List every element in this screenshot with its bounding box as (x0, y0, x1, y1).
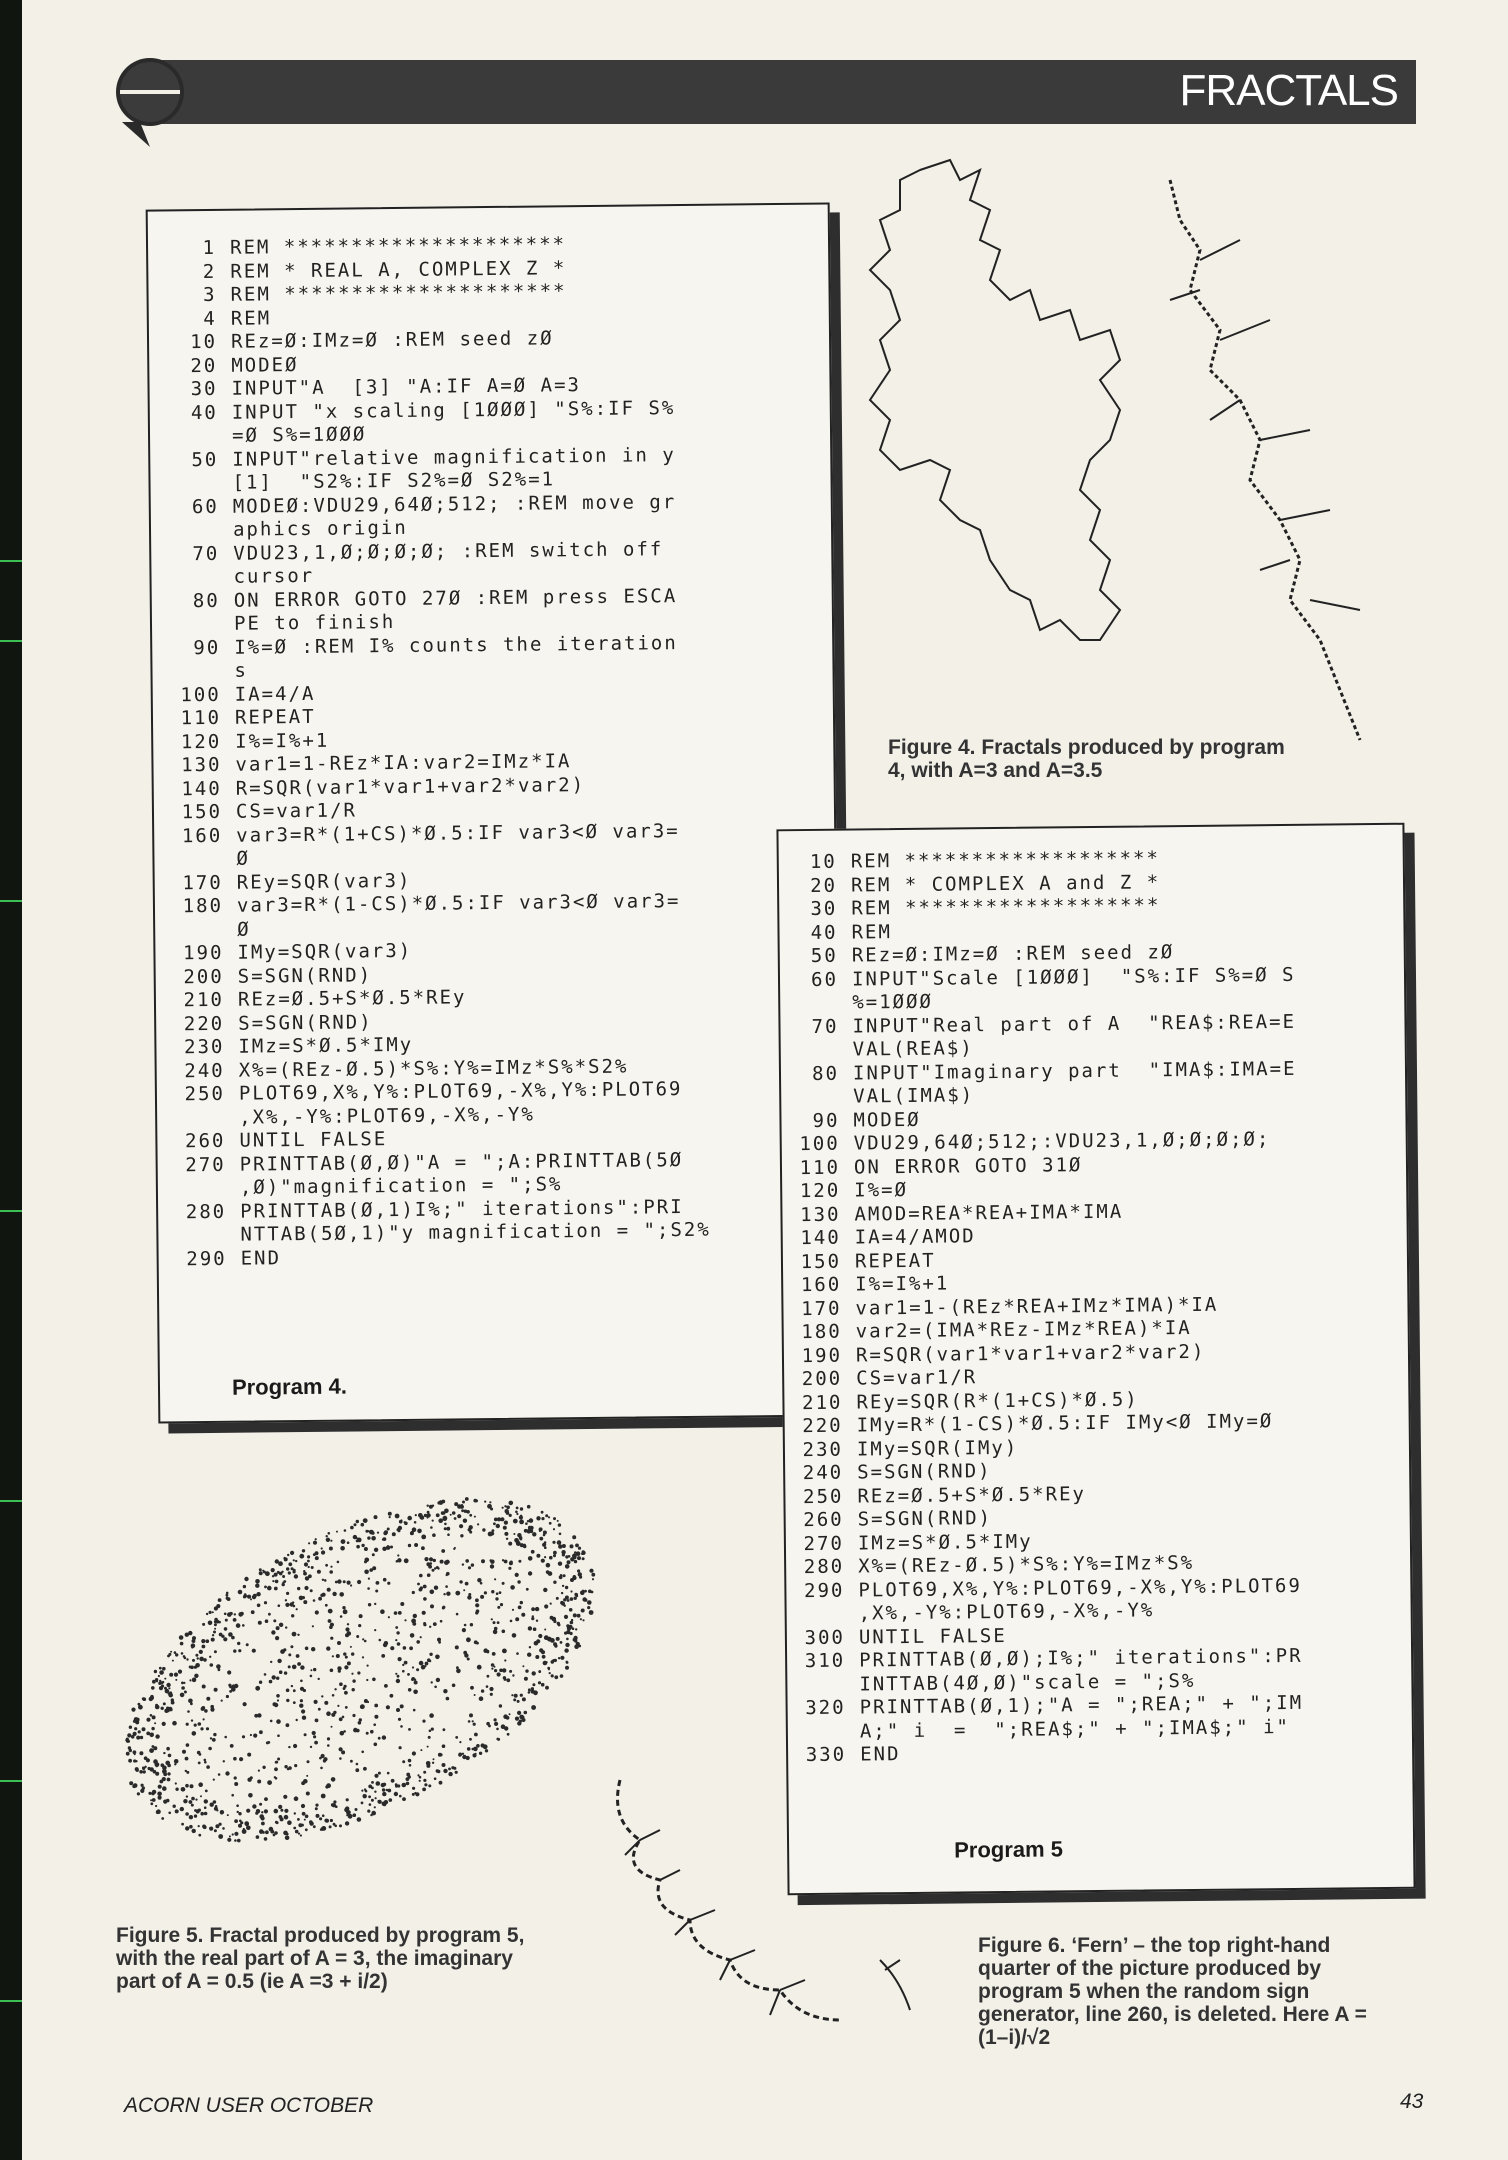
line-text: INPUT"Imaginary part "IMA$:IMA=E (852, 1057, 1297, 1085)
line-number: 2 (202, 260, 217, 283)
line-text: VAL(REA$) (852, 1037, 974, 1061)
line-number (169, 865, 223, 866)
line-text: INPUT "x scaling [1ØØØ] "S%:IF S% (231, 396, 676, 424)
line-number: 20 (810, 874, 838, 897)
program-5-listing (776, 823, 1415, 1896)
line-text: REz=Ø:IMz=Ø :REM seed zØ (851, 941, 1175, 967)
line-text: CS=var1/R (235, 799, 358, 823)
line-number: 120 (180, 730, 222, 753)
line-number: 210 (183, 988, 225, 1012)
line-number: 260 (803, 1508, 844, 1532)
line-text: S=SGN(RND) (857, 1507, 993, 1531)
line-number (785, 1056, 839, 1057)
line-number: 270 (803, 1532, 845, 1555)
line-number: 40 (190, 401, 218, 424)
line-number: 50 (810, 944, 838, 967)
line-number (171, 1123, 225, 1124)
line-text: REy=SQR(R*(1+CS)*Ø.5) (856, 1388, 1139, 1414)
line-text: IMy=SQR(var3) (237, 939, 413, 964)
line-number: 60 (811, 968, 839, 991)
line-text: VDU29,64Ø;512;:VDU23,1,Ø;Ø;Ø;Ø; (853, 1128, 1271, 1155)
line-number: 120 (799, 1179, 841, 1203)
line-text: AMOD=REA*REA+IMA*IMA (854, 1200, 1124, 1226)
line-number: 220 (183, 1012, 225, 1035)
line-text: var3=R*(1-CS)*Ø.5:IF var3<Ø var3= (236, 890, 681, 917)
line-text: PLOT69,X%,Y%:PLOT69,-X%,Y%:PLOT69 (238, 1078, 683, 1105)
line-text: S=SGN(RND) (857, 1460, 992, 1484)
line-number: 240 (802, 1461, 844, 1485)
line-number: 200 (801, 1367, 843, 1391)
line-text: INPUT"Scale [1ØØØ] "S%:IF S%=Ø S (851, 963, 1296, 991)
line-text: ,X%,-Y%:PLOT69,-X%,-Y% (858, 1599, 1155, 1625)
line-text: REM * REAL A, COMPLEX Z * (230, 256, 567, 283)
line-number: 330 (805, 1743, 847, 1767)
line-text: var2=(IMA*REz-IMz*REA)*IA (855, 1316, 1192, 1343)
line-number: 110 (799, 1156, 841, 1179)
line-text: INPUT"relative magnification in y (232, 443, 676, 471)
line-number: 150 (800, 1250, 842, 1273)
line-text: Ø (236, 847, 251, 870)
line-text: CS=var1/R (856, 1366, 978, 1390)
figure-6-fern (580, 1760, 960, 2060)
line-number: 170 (801, 1297, 842, 1320)
line-text: REM * COMPLEX A and Z * (850, 870, 1161, 897)
line-number: 80 (811, 1062, 840, 1085)
line-text: IA=4/AMOD (854, 1225, 976, 1249)
line-text: INTTAB(4Ø,Ø)"scale = ";S% (859, 1669, 1196, 1695)
line-text: PRINTTAB(Ø,Ø);I%;" iterations":PR (859, 1644, 1303, 1672)
line-number: 280 (185, 1200, 227, 1223)
line-text: INPUT"Real part of A "REA$:REA=E (852, 1010, 1297, 1038)
page-edge (0, 0, 22, 2160)
line-number (784, 1009, 838, 1010)
line-number: 160 (800, 1273, 842, 1297)
line-text: END (860, 1743, 901, 1766)
line-text: R=SQR(var1*var1+var2*var2) (235, 773, 586, 800)
line-number: 30 (810, 897, 838, 920)
line-number: 60 (191, 495, 219, 518)
line-text: REM ********************* (229, 233, 567, 259)
line-text: I%=Ø :REM I% counts the iteration (234, 631, 678, 659)
line-number: 10 (809, 850, 837, 873)
line-number (165, 489, 219, 490)
line-text: IMz=S*Ø.5*IMy (857, 1530, 1033, 1555)
line-text: var3=R*(1+CS)*Ø.5:IF var3<Ø var3= (236, 819, 680, 847)
line-text: ,X%,-Y%:PLOT69,-X%,-Y% (239, 1103, 535, 1129)
line-number: 190 (183, 941, 224, 965)
line-number (791, 1620, 845, 1621)
line-text: VDU23,1,Ø;Ø;Ø;Ø; :REM switch off (233, 537, 664, 565)
line-number: 160 (181, 824, 223, 847)
figure-5-fractal (110, 1450, 610, 1900)
line-number (172, 1241, 226, 1242)
line-number: 90 (812, 1109, 840, 1132)
program-5-label: Program 5 (954, 1836, 1064, 1863)
line-text: REy=SQR(var3) (236, 869, 412, 894)
line-text: ON ERROR GOTO 27Ø :REM press ESCA (233, 584, 678, 612)
line-number (785, 1103, 839, 1104)
line-text: VAL(IMA$) (853, 1084, 975, 1108)
line-number: 190 (801, 1344, 843, 1367)
figure-6-caption: Figure 6. ‘Fern’ – the top right-hand quarter of the picture produced by program 5 when the random sign generator, line 260, is deleted. Here A = (1–i)/√2 (978, 1934, 1367, 2049)
line-text: REz=Ø.5+S*Ø.5*REy (237, 986, 467, 1011)
line-number: 90 (193, 636, 221, 659)
line-number: 290 (803, 1579, 845, 1602)
line-text: PRINTTAB(Ø,Ø)"A = ";A:PRINTTAB(5Ø (239, 1148, 684, 1176)
line-number: 180 (182, 894, 224, 918)
line-text: END (240, 1246, 282, 1270)
line-number: 210 (801, 1391, 843, 1414)
line-text: IA=4/A (234, 682, 316, 706)
section-title: FRACTALS (1179, 66, 1398, 115)
program-5-code (783, 846, 1304, 1768)
line-text: REz=Ø.5+S*Ø.5*REy (857, 1482, 1086, 1508)
line-text: REPEAT (234, 705, 316, 729)
line-number: 70 (811, 1015, 839, 1038)
line-number (164, 442, 218, 443)
line-number: 250 (184, 1082, 226, 1106)
line-number: 110 (180, 706, 222, 730)
line-text: aphics origin (232, 516, 408, 541)
line-number: 140 (800, 1226, 841, 1250)
line-text: PE to finish (233, 611, 396, 635)
program-4-listing (146, 202, 843, 1423)
line-number: 220 (802, 1414, 843, 1438)
line-number: 290 (186, 1247, 227, 1270)
line-text: S=SGN(RND) (238, 1010, 373, 1035)
program-4-code (162, 232, 711, 1272)
line-number: 3 (202, 283, 217, 307)
line-number (166, 630, 220, 631)
line-text: REM (851, 920, 892, 944)
line-text: MODEØ (231, 353, 299, 377)
line-number: 230 (183, 1035, 225, 1059)
line-text: I%=Ø (854, 1178, 909, 1202)
page-number: 43 (1400, 2090, 1424, 2113)
line-number: 150 (181, 800, 223, 824)
line-text: REz=Ø:IMz=Ø :REM seed zØ (230, 327, 554, 353)
figure-5-caption: Figure 5. Fractal produced by program 5, with the real part of A = 3, the imaginary part of A = 0.5 (ie A =3 + i/2) (116, 1924, 525, 1993)
line-text: ON ERROR GOTO 31Ø (853, 1153, 1083, 1179)
line-number: 30 (190, 377, 218, 401)
figure-4-caption: Figure 4. Fractals produced by program 4, with A=3 and A=3.5 (888, 736, 1285, 782)
line-text: A;" i = ";REA$;" + ";IMA$;" i" (859, 1715, 1291, 1742)
line-number: 240 (184, 1059, 225, 1082)
line-number: 180 (801, 1320, 842, 1344)
line-number: 310 (804, 1649, 846, 1673)
acorn-logo-icon (110, 52, 190, 152)
line-text: IMy=R*(1-CS)*Ø.5:IF IMy<Ø IMy=Ø (856, 1410, 1274, 1437)
line-number (792, 1737, 846, 1738)
line-number: 300 (804, 1626, 846, 1649)
line-text: REM ********************* (230, 280, 567, 306)
line-number (167, 677, 221, 678)
line-text: REM ******************* (850, 847, 1160, 873)
line-number (791, 1690, 845, 1691)
line-text: REPEAT (854, 1249, 936, 1273)
line-number: 70 (192, 542, 220, 565)
line-number: 130 (800, 1203, 841, 1226)
line-text: Ø (237, 918, 251, 941)
line-text: IMz=S*Ø.5*IMy (238, 1033, 414, 1058)
section-header-bar (150, 60, 1416, 124)
line-number: 280 (803, 1555, 845, 1579)
line-number: 130 (181, 753, 222, 777)
line-text: s (234, 659, 249, 682)
line-number: 80 (192, 589, 220, 612)
line-number: 1 (202, 236, 217, 260)
line-text: [1] "S2%:IF S2%=Ø S2%=1 (232, 468, 556, 494)
line-text: S=SGN(RND) (237, 963, 373, 988)
line-text: IMy=SQR(IMy) (856, 1436, 1019, 1461)
line-text: REM ******************* (851, 894, 1161, 920)
line-number: 260 (184, 1129, 226, 1153)
line-text: cursor (233, 564, 315, 588)
line-text: =Ø S%=1ØØØ (231, 423, 367, 447)
line-text: REM (230, 306, 272, 330)
line-text: I%=I%+1 (855, 1272, 950, 1296)
line-number: 4 (203, 307, 217, 330)
line-text: ,Ø)"magnification = ";S% (239, 1173, 563, 1199)
line-text: NTTAB(5Ø,1)"y magnification = ";S2% (240, 1218, 711, 1246)
line-number: 10 (190, 330, 218, 354)
line-number: 40 (810, 921, 838, 944)
line-text: R=SQR(var1*var1+var2*var2) (855, 1340, 1206, 1367)
line-number: 100 (799, 1132, 840, 1156)
line-text: PRINTTAB(Ø,1)I%;" iterations":PRI (240, 1195, 684, 1223)
figure-4-fractal (840, 140, 1420, 780)
line-text: %=1ØØØ (852, 990, 934, 1014)
line-text: INPUT"A [3] "A:IF A=Ø A=3 (231, 374, 582, 400)
line-number: 50 (191, 448, 219, 471)
line-text: UNTIL FALSE (239, 1128, 388, 1152)
line-number (165, 536, 219, 537)
line-number: 250 (802, 1485, 844, 1508)
line-text: MODEØ:VDU29,64Ø;512; :REM move gr (232, 490, 677, 518)
code-line (173, 1242, 712, 1271)
line-text: PLOT69,X%,Y%:PLOT69,-X%,Y%:PLOT69 (858, 1574, 1302, 1602)
line-number: 170 (182, 871, 223, 894)
line-number (172, 1194, 226, 1195)
line-text: var1=1-(REz*REA+IMz*IMA)*IA (855, 1293, 1219, 1320)
line-number: 140 (181, 777, 222, 800)
line-number: 230 (802, 1438, 844, 1461)
line-number: 200 (183, 965, 224, 988)
program-4-label: Program 4. (231, 1373, 348, 1400)
line-number (166, 583, 220, 584)
line-text: PRINTTAB(Ø,1);"A = ";REA;" + ";IM (859, 1691, 1304, 1719)
line-text: X%=(REz-Ø.5)*S%:Y%=IMz*S%*S2% (238, 1055, 629, 1082)
line-number: 20 (190, 354, 218, 377)
line-number: 320 (805, 1696, 846, 1720)
line-text: I%=I%+1 (235, 729, 330, 753)
line-number (169, 935, 223, 936)
line-text: UNTIL FALSE (858, 1624, 1007, 1648)
line-text: MODEØ (853, 1108, 921, 1132)
footer-publication: ACORN USER OCTOBER (124, 2094, 374, 2117)
line-number: 270 (185, 1153, 226, 1176)
line-number: 100 (180, 683, 221, 706)
line-text: X%=(REz-Ø.5)*S%:Y%=IMz*S% (858, 1551, 1195, 1578)
line-text: var1=1-REz*IA:var2=IMz*IA (235, 750, 572, 776)
